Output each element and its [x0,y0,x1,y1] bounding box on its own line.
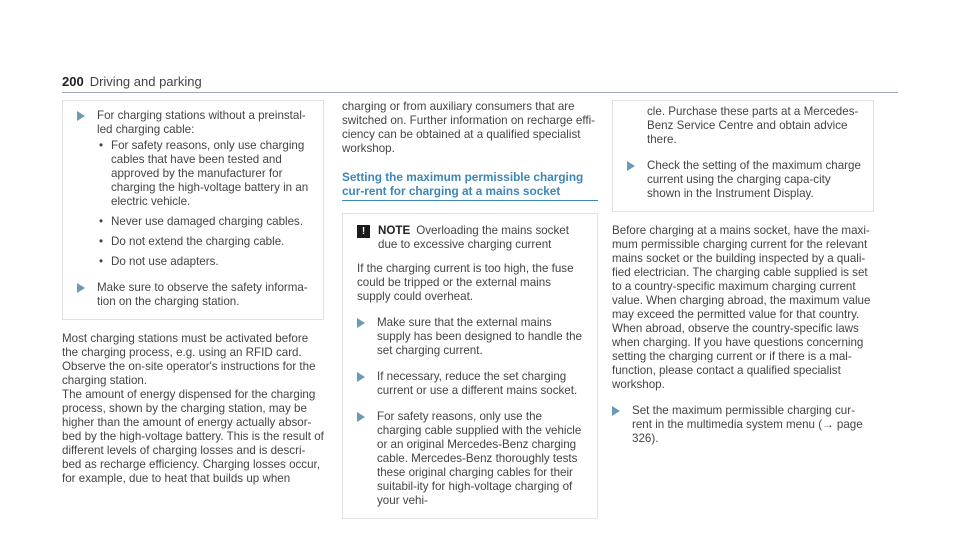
instruction-text: Make sure that the external mains supply has been designed to handle the set charging current. [377,316,582,357]
instruction-item [77,109,313,269]
bullet-item: • Do not extend the charging cable. [97,235,313,249]
arrow-icon [612,406,620,416]
header-rule [62,92,898,93]
note-box [342,213,598,519]
note-label: NOTE [378,224,411,237]
instruction-text: Set the maximum permissible charging cur-rent in the multimedia system menu (→ page 326). [632,404,863,445]
section-heading: Setting the maximum permissible charging cur-rent for charging at a mains socket [342,170,598,201]
column-2 [342,100,598,519]
warning-box [62,100,324,320]
paragraph: charging or from auxiliary consumers that are switched on. Further information on recharge effi-ciency can be obtained at a qualified specialist workshop. [342,100,596,155]
paragraph: The amount of energy dispensed for the charging process, shown by the charging station, may be higher than the amount of energy actually absor-bed by the high-voltage battery. This is the result of different levels of charging losses and is descri-bed as recharge efficiency. Charging losses occur, for example, due to heat that builds up when [62,388,324,485]
arrow-icon [357,318,365,328]
arrow-icon [77,111,85,121]
instruction-text: Make sure to observe the safety informa-tion on the charging station. [97,281,308,308]
note-box-continued [612,100,874,212]
paragraph: Before charging at a mains socket, have the maxi-mum permissible charging current for the relevant mains socket or the building inspected by a quali-fied electrician. The charging cable supplied is set to a country-specific maximum charging current value. When charging abroad, the maximum value may exceed the permitted value for that country. When abroad, observe the country-specific laws when charging. If you have questions concerning setting the charging current or if there is a mal-function, please contact a qualified specialist workshop. [612,224,871,391]
column-1 [62,100,324,486]
bullet-list [97,139,313,269]
arrow-icon [357,412,365,422]
bullet-item: • Do not use adapters. [97,255,313,269]
note-body: If the charging current is too high, the fuse could be tripped or the external mains supply could overheat. [357,262,574,303]
page-header [62,74,202,89]
arrow-icon [357,372,365,382]
bullet-item: • For safety reasons, only use charging cables that have been tested and approved by the manufacturer for charging the high-voltage battery in an electric vehicle. [97,139,313,209]
page-number: 200 [62,74,84,89]
exclamation-icon: ! [357,225,370,238]
note-title: Overloading the mains socket due to excessive charging current [378,224,569,251]
instruction-text: Check the setting of the maximum charge current using the charging capa-city shown in the Instrument Display. [647,159,861,200]
instruction-text: For safety reasons, only use the charging cable supplied with the vehicle or an original Mercedes-Benz charging cable. Mercedes-Benz thoroughly tests these original charging cables for their suitabil-ity for high-voltage charging of your vehi- [377,410,582,507]
bullet-item: • Never use damaged charging cables. [97,215,313,229]
instruction-text: For charging stations without a preinstal-led charging cable: [97,109,306,136]
instruction-item [357,370,587,398]
instruction-item [357,316,587,358]
column-3 [612,100,874,458]
instruction-item [77,281,313,309]
arrow-icon [77,283,85,293]
instruction-item [627,159,863,201]
arrow-icon [627,161,635,171]
instruction-text: cle. Purchase these parts at a Mercedes-Benz Service Centre and obtain advice there. [647,105,859,146]
instruction-item [612,404,874,446]
paragraph: Most charging stations must be activated before the charging process, e.g. using an RFID card. Observe the on-site operator's instructions for the charging station. [62,332,316,387]
instruction-item [357,410,587,508]
instruction-text: If necessary, reduce the set charging current or use a different mains socket. [377,370,578,397]
note-header [357,224,587,252]
section-name: Driving and parking [89,74,202,89]
